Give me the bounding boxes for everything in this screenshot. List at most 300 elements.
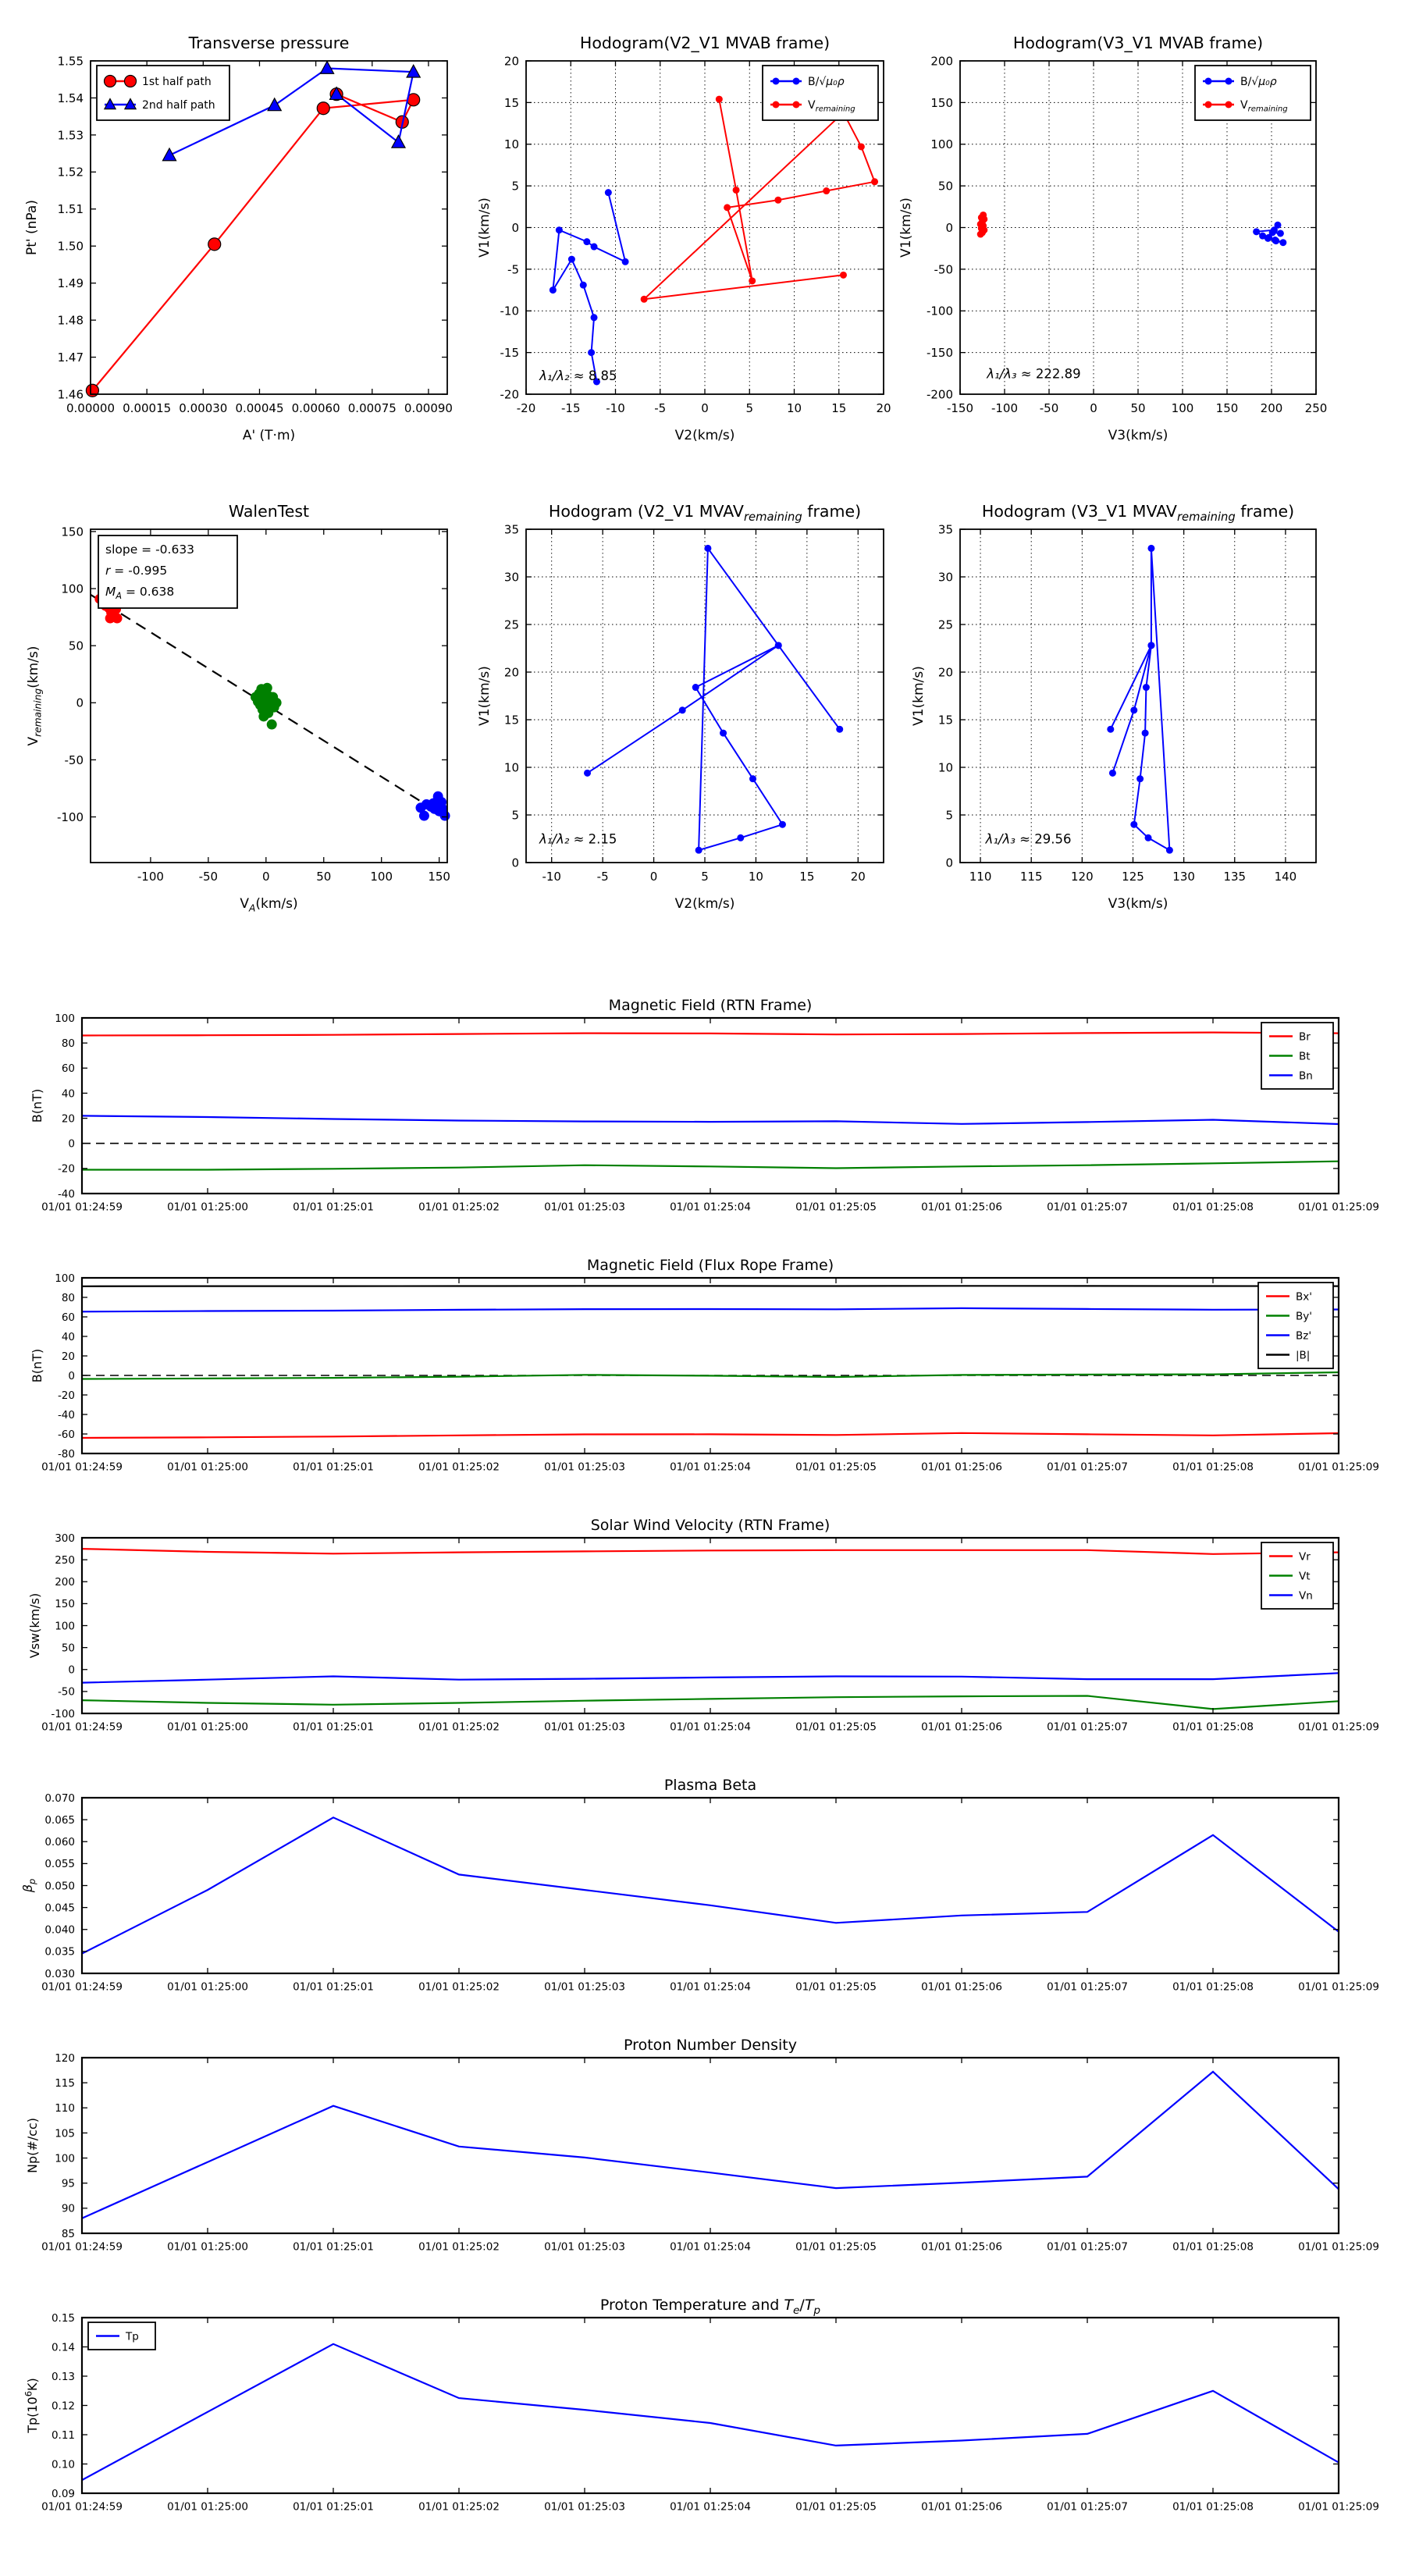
series-Np-line	[82, 2072, 1339, 2218]
x-tick-label: 01/01 01:25:05	[795, 1980, 877, 1994]
x-tick-label: 01/01 01:25:07	[1047, 1461, 1128, 1474]
y-tick-label: 0.070	[44, 1791, 75, 1805]
marker-dot	[584, 770, 591, 777]
x-tick-label: 01/01 01:25:03	[544, 1201, 625, 1214]
y-tick-label: 0	[68, 1663, 75, 1677]
legend-label: $V_{remaining}$	[808, 99, 855, 114]
x-tick-label: 0.00015	[123, 401, 172, 415]
marker-dot	[258, 711, 269, 721]
x-tick-label: 0	[1090, 401, 1097, 415]
series-Bt-line	[82, 1162, 1339, 1170]
series-1st-half-path-markers	[86, 88, 419, 397]
subplot-walen-test	[26, 502, 450, 913]
y-tick-label: 150	[930, 95, 953, 110]
x-tick-label: -50	[198, 870, 219, 884]
marker-dot	[440, 811, 450, 821]
series-V-remaining-markers	[977, 212, 988, 238]
plot-title: Solar Wind Velocity (RTN Frame)	[590, 1517, 831, 1534]
legend	[763, 66, 878, 120]
plot-title: Hodogram(V3_V1 MVAB frame)	[1012, 34, 1264, 52]
x-tick-label: 01/01 01:25:03	[544, 2240, 625, 2254]
x-tick-label: 100	[370, 870, 393, 884]
y-tick-label: 0.12	[51, 2400, 75, 2413]
x-axis-label: V3(km/s)	[1108, 896, 1168, 912]
y-tick-label: 25	[937, 617, 953, 632]
y-ticks	[504, 522, 884, 870]
marker-dot	[737, 834, 744, 841]
x-tick-label: 115	[1019, 870, 1043, 884]
x-tick-label: 01/01 01:25:01	[293, 2500, 374, 2514]
subplot-hodogram-v2v1-mvab	[477, 34, 891, 443]
marker-dot	[1225, 101, 1232, 109]
y-tick-label: 50	[68, 639, 84, 653]
x-tick-label: 01/01 01:25:08	[1172, 1720, 1254, 1734]
y-ticks	[44, 1792, 1339, 1980]
marker-dot	[556, 226, 563, 233]
y-tick-label: 0.050	[44, 1880, 75, 1893]
legend	[1258, 1283, 1333, 1368]
marker-dot	[692, 684, 699, 691]
y-tick-label: 0.15	[51, 2311, 75, 2325]
x-tick-label: 01/01 01:25:09	[1298, 1201, 1379, 1214]
marker-dot	[1109, 770, 1116, 777]
marker-dot	[112, 614, 123, 624]
y-tick-label: 200	[930, 54, 953, 69]
x-tick-label: 01/01 01:25:05	[795, 1461, 877, 1474]
legend-label: B/√μ₀ρ	[1240, 76, 1277, 89]
series-Br-line	[82, 1033, 1339, 1036]
marker-dot	[1225, 78, 1232, 85]
y-ticks	[55, 1272, 1339, 1461]
legend	[1195, 66, 1311, 120]
series-B-over-sqrt-mu0rho-markers	[550, 189, 629, 385]
y-tick-label: 80	[61, 1037, 75, 1051]
annotation: λ₁/λ₃ ≈ 222.89	[987, 366, 1081, 382]
marker-dot	[749, 775, 756, 782]
y-tick-label: 0.040	[44, 1923, 75, 1937]
marker-dot	[679, 706, 686, 713]
y-tick-label: 80	[61, 1291, 75, 1304]
marker-dot	[1205, 101, 1212, 109]
subplot-plasma-beta	[20, 1777, 1379, 1994]
x-tick-label: 01/01 01:25:07	[1047, 1720, 1128, 1734]
y-tick-label: 1.48	[57, 313, 84, 328]
x-tick-label: 200	[1260, 401, 1283, 415]
marker-dot	[622, 258, 629, 265]
x-tick-label: 01/01 01:25:06	[921, 1201, 1002, 1214]
y-tick-label: 1.52	[57, 165, 84, 180]
plot-title: Plasma Beta	[663, 1777, 757, 1794]
y-ticks	[51, 1532, 1339, 1720]
y-tick-label: 15	[503, 95, 519, 110]
marker-dot	[695, 847, 702, 854]
x-tick-label: 01/01 01:25:04	[670, 1461, 751, 1474]
series-Vr-line	[82, 1549, 1339, 1554]
y-tick-label: 0	[68, 1137, 75, 1151]
x-tick-label: 0	[649, 870, 658, 884]
legend-label: Tp	[126, 2330, 139, 2343]
plot-title: Magnetic Field (RTN Frame)	[608, 997, 813, 1014]
y-tick-label: 100	[55, 1272, 75, 1285]
x-tick-label: 01/01 01:25:08	[1172, 2240, 1254, 2254]
marker-dot	[641, 296, 648, 303]
x-ticks	[41, 1798, 1379, 1994]
x-tick-label: 01/01 01:25:07	[1047, 1201, 1128, 1214]
y-tick-label: 0	[68, 1369, 75, 1382]
marker-dot	[1205, 78, 1212, 85]
x-tick-label: 01/01 01:25:01	[293, 1720, 374, 1734]
x-ticks	[41, 2058, 1379, 2254]
marker-dot	[419, 811, 429, 821]
y-axis-label: $\beta_p$	[20, 1878, 37, 1893]
x-tick-label: 01/01 01:25:01	[293, 1461, 374, 1474]
series-V-path-line	[1111, 548, 1170, 850]
legend-label: Bt	[1299, 1050, 1311, 1063]
y-axis-label: $V_{remaining}(km/s)$	[26, 646, 44, 746]
annotation: λ₁/λ₂ ≈ 8.85	[539, 368, 617, 383]
y-tick-label: 30	[503, 570, 519, 585]
legend	[1261, 1542, 1333, 1609]
x-tick-label: 0.00090	[404, 401, 453, 415]
y-tick-label: -150	[926, 346, 953, 361]
marker-dot	[858, 143, 865, 150]
subplot-hodogram-v3v1-mvab	[898, 34, 1327, 443]
x-tick-label: 15	[831, 401, 847, 415]
marker-triangle	[321, 61, 334, 73]
subplot-velocity-rtn	[27, 1517, 1379, 1734]
y-axis-label: Np(#/cc)	[25, 2118, 40, 2173]
x-axis-label: V3(km/s)	[1108, 428, 1168, 443]
y-tick-label: 0.13	[51, 2370, 75, 2383]
marker-circle	[125, 76, 137, 87]
y-tick-label: 10	[503, 760, 519, 775]
x-tick-label: -10	[542, 870, 561, 884]
y-tick-label: 10	[937, 760, 953, 775]
y-tick-label: 100	[55, 1620, 75, 1633]
marker-dot	[1166, 847, 1173, 854]
y-tick-label: -20	[57, 1162, 75, 1176]
x-tick-label: 01/01 01:24:59	[41, 1201, 123, 1214]
x-tick-label: 110	[969, 870, 992, 884]
x-tick-label: 01/01 01:25:09	[1298, 1461, 1379, 1474]
plot-title: WalenTest	[228, 502, 310, 521]
y-tick-label: -20	[57, 1389, 75, 1402]
y-tick-label: 0.09	[51, 2487, 75, 2500]
marker-dot	[268, 692, 278, 702]
marker-dot	[1147, 545, 1154, 552]
x-tick-label: 01/01 01:25:09	[1298, 2500, 1379, 2514]
x-tick-label: 01/01 01:24:59	[41, 2240, 123, 2254]
y-tick-label: -200	[926, 387, 953, 402]
y-tick-label: 90	[61, 2202, 75, 2215]
y-tick-label: 1.47	[57, 350, 84, 365]
marker-dot	[1130, 706, 1137, 713]
marker-dot	[716, 96, 723, 103]
x-tick-label: 10	[786, 401, 802, 415]
annotation: λ₁/λ₃ ≈ 29.56	[985, 831, 1072, 847]
annotation: λ₁/λ₂ ≈ 2.15	[539, 831, 617, 847]
x-tick-label: -20	[516, 401, 536, 415]
x-tick-label: 100	[1171, 401, 1194, 415]
legend-label: |B|	[1296, 1349, 1311, 1362]
y-tick-label: 5	[511, 179, 519, 194]
y-tick-label: 100	[61, 582, 84, 596]
x-tick-label: 01/01 01:24:59	[41, 1461, 123, 1474]
y-tick-label: 25	[503, 617, 519, 632]
y-tick-label: -40	[57, 1187, 75, 1201]
y-tick-label: -50	[57, 1685, 75, 1699]
x-tick-label: 0.00045	[235, 401, 284, 415]
x-tick-label: 50	[1130, 401, 1146, 415]
x-tick-label: 01/01 01:25:00	[167, 2500, 248, 2514]
y-tick-label: 0.045	[44, 1902, 75, 1915]
marker-dot	[977, 231, 984, 238]
y-axis-label: V1(km/s)	[477, 666, 493, 726]
x-tick-label: 125	[1122, 870, 1144, 884]
x-tick-label: 01/01 01:25:06	[921, 2500, 1002, 2514]
y-tick-label: 20	[503, 665, 519, 680]
x-tick-label: 01/01 01:25:01	[293, 1980, 374, 1994]
x-tick-label: -100	[991, 401, 1019, 415]
x-tick-label: 0.00060	[291, 401, 340, 415]
marker-dot	[591, 244, 598, 251]
series-B-over-sqrt-mu0rho-markers	[1253, 222, 1286, 246]
plot-title: Hodogram (V3_V1 $MVAV_{remaining}$ frame)	[981, 502, 1295, 525]
y-axis-label: V1(km/s)	[911, 666, 927, 726]
x-tick-label: 01/01 01:25:07	[1047, 2240, 1128, 2254]
y-tick-label: -50	[934, 262, 953, 277]
marker-dot	[580, 282, 587, 289]
y-tick-label: 0.11	[51, 2428, 75, 2442]
subplot-hodogram-v3v1-mvav	[911, 502, 1316, 912]
legend-label: Bx'	[1296, 1290, 1312, 1304]
marker-dot	[1272, 237, 1279, 244]
plot-title: Hodogram (V2_V1 $MVAV_{remaining}$ frame)	[548, 502, 862, 525]
marker-dot	[836, 726, 843, 733]
x-tick-label: 250	[1304, 401, 1328, 415]
marker-triangle	[392, 135, 405, 148]
x-tick-label: 01/01 01:25:09	[1298, 2240, 1379, 2254]
x-tick-label: 01/01 01:25:04	[670, 1201, 751, 1214]
y-tick-label: 95	[61, 2177, 75, 2190]
y-tick-label: -20	[500, 387, 519, 402]
x-axis-label: A' (T·m)	[242, 428, 296, 443]
x-tick-label: -15	[561, 401, 581, 415]
x-tick-label: 01/01 01:25:03	[544, 1461, 625, 1474]
marker-dot	[1269, 229, 1276, 236]
y-tick-label: 150	[61, 525, 84, 539]
marker-dot	[1142, 730, 1149, 737]
y-tick-label: 110	[55, 2102, 75, 2115]
y-tick-label: 5	[511, 808, 519, 823]
legend-label: 1st half path	[142, 76, 212, 89]
y-tick-label: -40	[57, 1408, 75, 1421]
legend-label: By'	[1296, 1310, 1312, 1323]
axes-frame	[82, 2318, 1339, 2493]
series-1st-half-path-line	[92, 94, 413, 391]
x-tick-label: 01/01 01:25:00	[167, 2240, 248, 2254]
x-tick-label: 0.00000	[66, 401, 116, 415]
x-tick-label: 01/01 01:25:03	[544, 2500, 625, 2514]
marker-dot	[1107, 726, 1114, 733]
legend-label: B/√μ₀ρ	[808, 76, 845, 89]
series-green-cluster-markers	[251, 683, 282, 730]
legend-label: Vr	[1299, 1550, 1311, 1564]
legend-label: Vn	[1299, 1589, 1313, 1603]
x-tick-label: 01/01 01:25:08	[1172, 2500, 1254, 2514]
x-tick-label: 0	[701, 401, 709, 415]
plot-title: Hodogram(V2_V1 MVAB frame)	[579, 34, 831, 52]
y-tick-label: -100	[51, 1707, 75, 1720]
x-tick-label: 01/01 01:25:06	[921, 1720, 1002, 1734]
x-tick-label: 135	[1223, 870, 1247, 884]
marker-dot	[749, 277, 756, 284]
marker-dot	[773, 78, 780, 85]
subplot-mag-rtn	[30, 997, 1379, 1214]
x-tick-label: 01/01 01:25:02	[418, 2240, 500, 2254]
marker-dot	[775, 642, 782, 649]
series-V-path-markers	[584, 545, 843, 854]
x-tick-label: 01/01 01:25:07	[1047, 2500, 1128, 2514]
marker-dot	[733, 187, 740, 194]
x-tick-label: 10	[748, 870, 763, 884]
series-V-path-line	[588, 548, 840, 850]
marker-circle	[317, 102, 329, 115]
x-tick-label: 01/01 01:25:04	[670, 2240, 751, 2254]
y-tick-label: 20	[503, 54, 519, 69]
y-tick-label: 0.030	[44, 1967, 75, 1980]
y-axis-label: Vsw(km/s)	[27, 1592, 42, 1659]
x-tick-label: 120	[1071, 870, 1094, 884]
y-tick-label: -100	[56, 809, 84, 824]
marker-dot	[1130, 821, 1137, 828]
y-tick-label: 60	[61, 1311, 75, 1324]
x-tick-label: -50	[1039, 401, 1059, 415]
axes-frame	[82, 1278, 1339, 1453]
stats-line: r = -0.995	[105, 564, 168, 578]
marker-triangle	[268, 98, 281, 111]
y-tick-label: 0.035	[44, 1945, 75, 1959]
x-tick-label: -5	[654, 401, 667, 415]
x-tick-label: 01/01 01:25:02	[418, 1980, 500, 1994]
x-tick-label: 01/01 01:25:09	[1298, 1980, 1379, 1994]
y-axis-label: V1(km/s)	[898, 197, 914, 258]
series-V-path-markers	[1107, 545, 1173, 854]
series-Bz-prime-line	[82, 1308, 1339, 1311]
series-Bn-line	[82, 1115, 1339, 1124]
y-tick-label: 1.55	[57, 54, 84, 69]
series-Vn-line	[82, 1673, 1339, 1682]
marker-dot	[1279, 239, 1286, 246]
y-tick-label: -60	[57, 1428, 75, 1441]
x-tick-label: 0.00030	[179, 401, 228, 415]
stats-line: slope = -0.633	[105, 543, 195, 557]
y-tick-label: 60	[61, 1062, 75, 1076]
y-tick-label: 1.46	[57, 387, 84, 402]
y-ticks	[52, 2312, 1339, 2500]
x-ticks	[41, 2318, 1379, 2514]
y-tick-label: 0.055	[44, 1858, 75, 1871]
x-tick-label: 01/01 01:25:01	[293, 2240, 374, 2254]
x-tick-label: 01/01 01:25:05	[795, 1201, 877, 1214]
y-axis-label: B(nT)	[30, 1348, 44, 1383]
axes-frame	[82, 2058, 1339, 2233]
series-Tp-line	[82, 2344, 1339, 2480]
y-tick-label: 10	[503, 137, 519, 152]
legend-label: 2nd half path	[142, 99, 215, 112]
y-tick-label: 250	[55, 1553, 75, 1567]
plot-title: Proton Temperature and $T_e/T_p$	[599, 2297, 821, 2317]
x-tick-label: 01/01 01:25:00	[167, 1980, 248, 1994]
marker-dot	[793, 101, 800, 109]
y-tick-label: -100	[926, 304, 953, 318]
y-tick-label: 0	[76, 696, 84, 710]
marker-triangle	[162, 148, 176, 161]
y-tick-label: -80	[57, 1447, 75, 1461]
x-tick-label: 130	[1172, 870, 1195, 884]
x-tick-label: 01/01 01:25:06	[921, 1461, 1002, 1474]
marker-dot	[588, 349, 595, 356]
x-tick-label: 01/01 01:25:02	[418, 1461, 500, 1474]
x-tick-label: 0	[262, 870, 270, 884]
marker-dot	[1145, 834, 1152, 841]
y-tick-label: 50	[937, 179, 953, 194]
y-axis-label: Pt' (nPa)	[24, 200, 40, 255]
legend-label: Br	[1299, 1030, 1311, 1044]
x-tick-label: -5	[596, 870, 609, 884]
x-tick-label: 01/01 01:25:05	[795, 1720, 877, 1734]
x-tick-label: -100	[137, 870, 164, 884]
x-tick-label: 20	[876, 401, 891, 415]
marker-dot	[605, 189, 612, 196]
y-tick-label: 300	[55, 1532, 75, 1545]
y-tick-label: 20	[61, 1350, 75, 1363]
x-tick-label: 01/01 01:24:59	[41, 1980, 123, 1994]
y-tick-label: 0.060	[44, 1836, 75, 1849]
y-axis-label: B(nT)	[30, 1088, 44, 1123]
x-tick-label: 150	[428, 870, 450, 884]
x-tick-label: 01/01 01:25:04	[670, 2500, 751, 2514]
marker-circle	[208, 238, 221, 251]
legend	[1261, 1023, 1333, 1089]
marker-dot	[840, 272, 847, 279]
marker-dot	[583, 238, 590, 245]
x-tick-label: 01/01 01:25:05	[795, 2500, 877, 2514]
legend-label: Bz'	[1296, 1329, 1312, 1343]
x-tick-label: 01/01 01:25:00	[167, 1461, 248, 1474]
y-tick-label: 1.53	[57, 128, 84, 143]
y-tick-label: 115	[55, 2077, 75, 2090]
x-tick-label: 01/01 01:24:59	[41, 2500, 123, 2514]
y-tick-label: 5	[945, 808, 953, 823]
y-tick-label: 35	[503, 522, 519, 537]
y-tick-label: -5	[507, 262, 519, 277]
axes-frame	[82, 1538, 1339, 1713]
y-tick-label: 150	[55, 1598, 75, 1611]
x-tick-label: 01/01 01:25:01	[293, 1201, 374, 1214]
y-tick-label: 20	[61, 1112, 75, 1126]
subplot-proton-temp	[23, 2297, 1379, 2514]
x-tick-label: 0.00075	[347, 401, 397, 415]
series-V-remaining-markers	[641, 96, 878, 303]
x-tick-label: 20	[850, 870, 866, 884]
series-Vt-line	[82, 1696, 1339, 1710]
series-Bx-prime-line	[82, 1433, 1339, 1438]
y-tick-label: 1.49	[57, 276, 84, 291]
y-tick-label: 15	[937, 713, 953, 728]
subplot-hodogram-v2v1-mvav	[477, 502, 884, 912]
x-tick-label: 01/01 01:25:02	[418, 1720, 500, 1734]
